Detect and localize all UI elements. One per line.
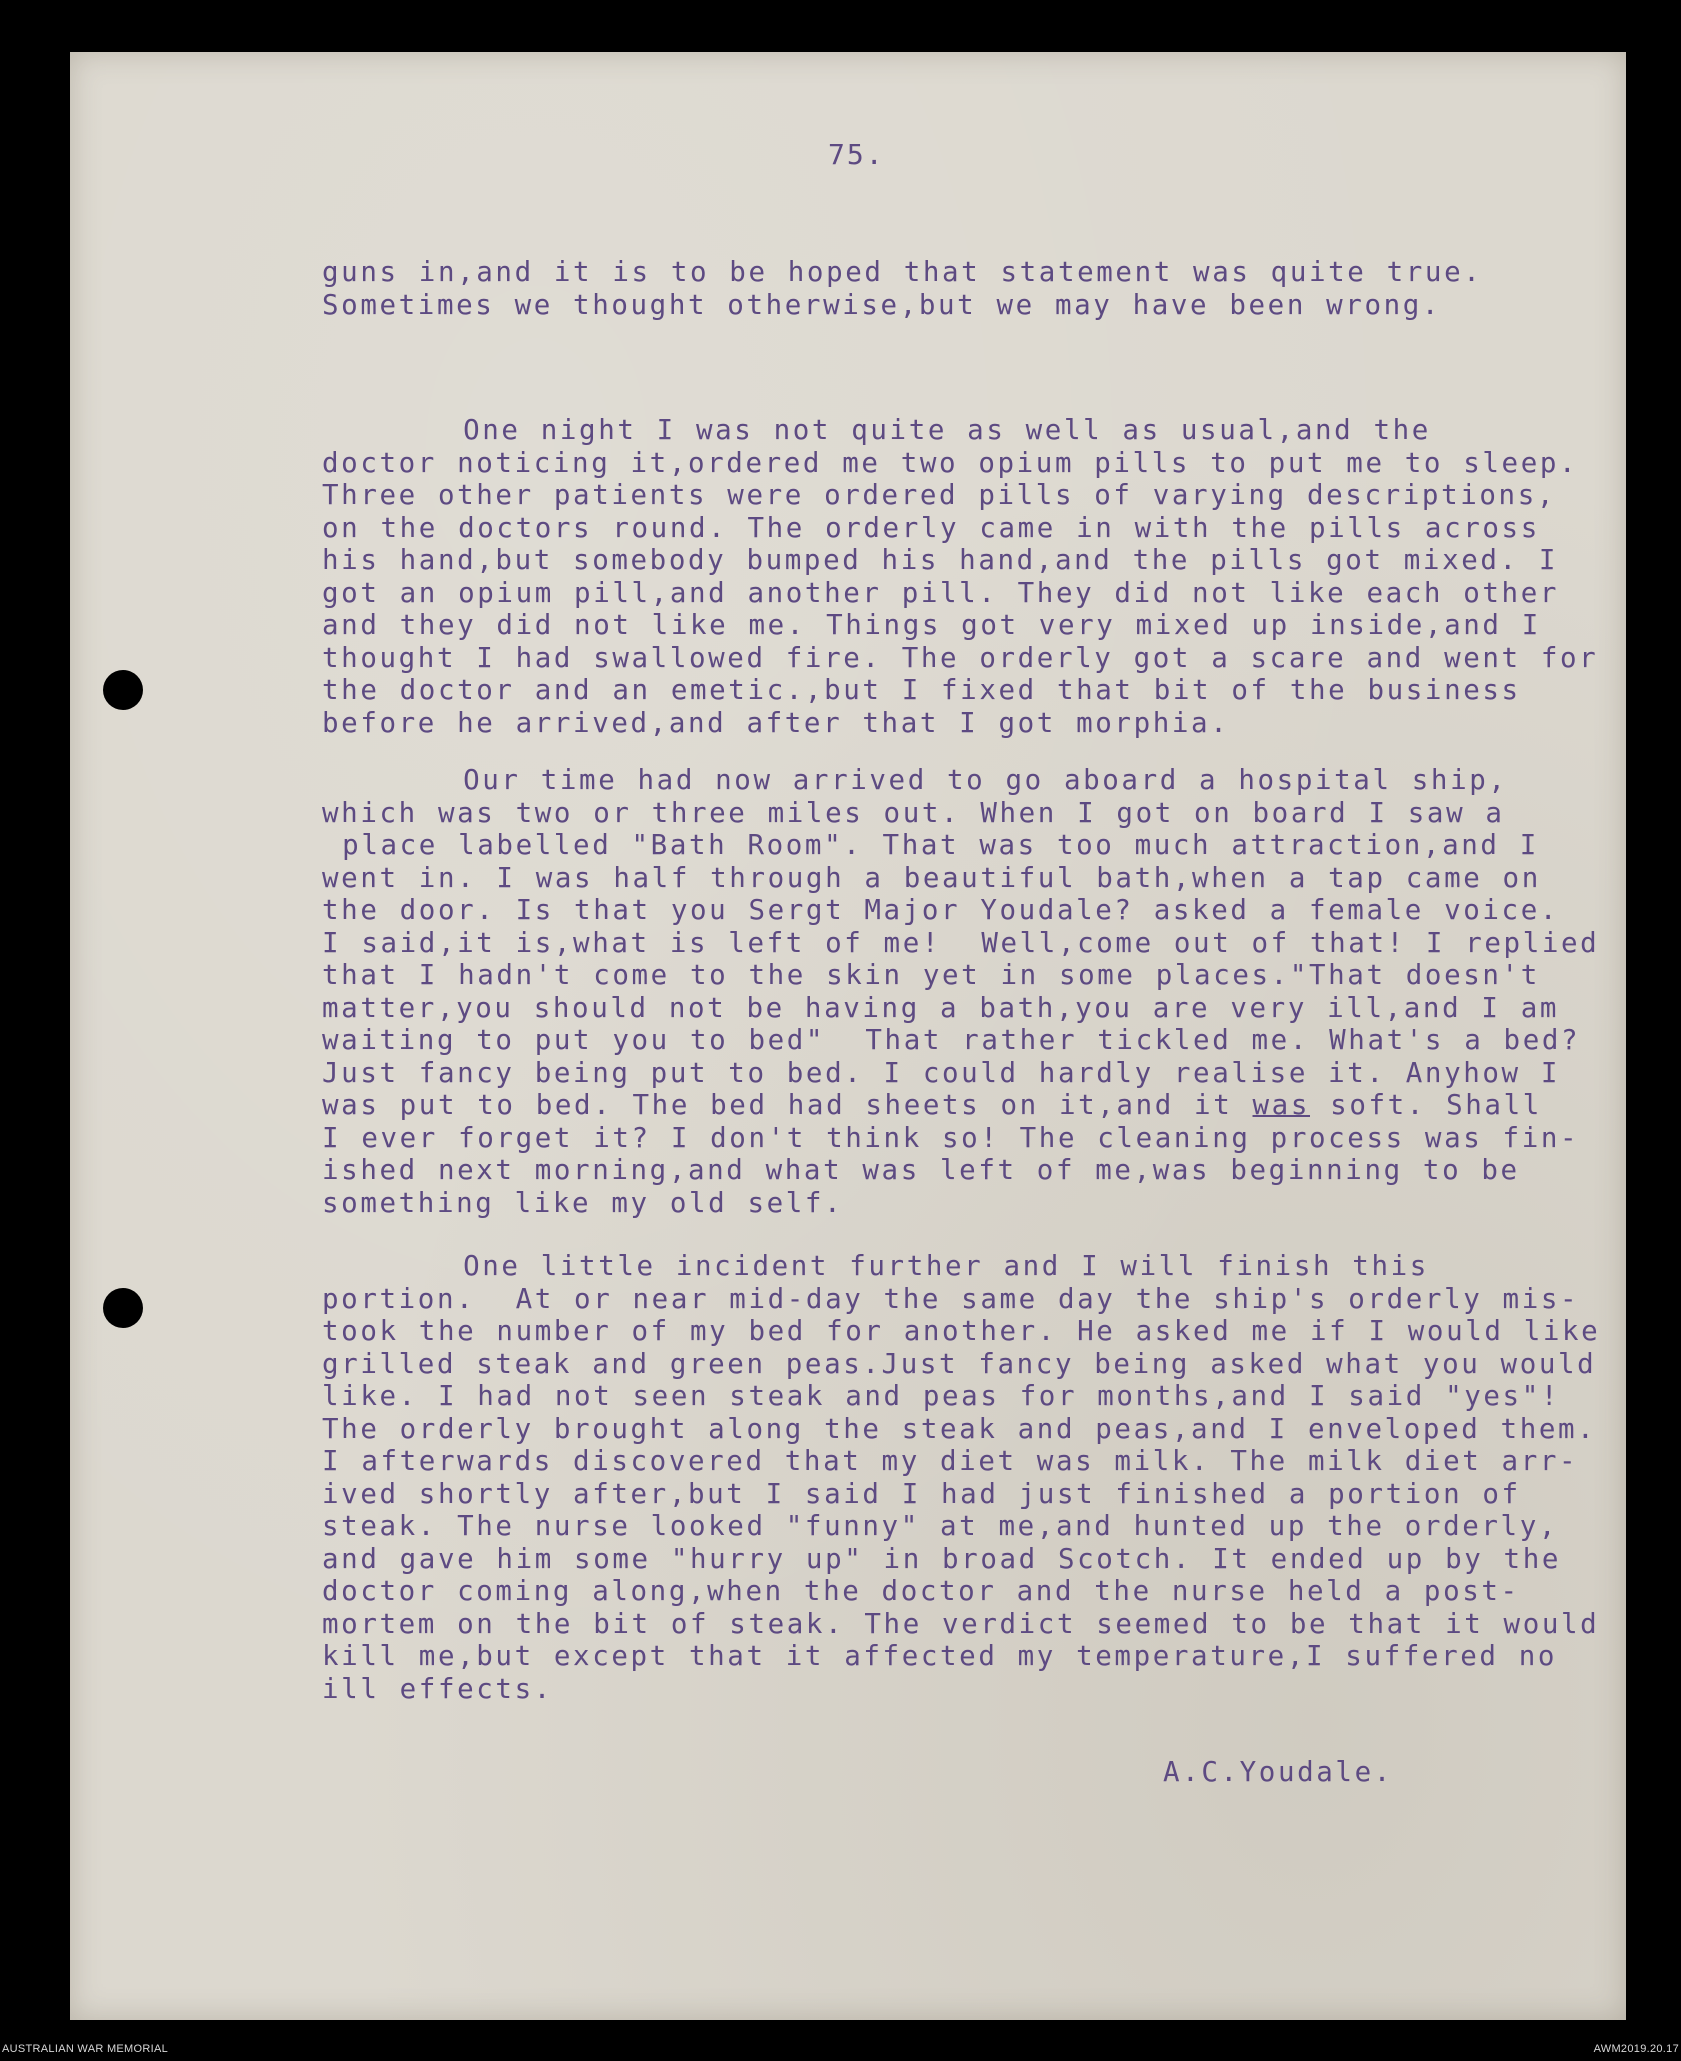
- text-line: waiting to put you to bed" That rather tickled me. What's a bed?: [322, 1024, 1581, 1056]
- text-line: and they did not like me. Things got very mixed up inside,and I: [322, 609, 1541, 641]
- text-line: I said,it is,what is left of me! Well,come out of that! I replied: [322, 926, 1600, 959]
- footer-accession-number: AWM2019.20.17: [1593, 2043, 1679, 2055]
- text-line: something like my old self.: [322, 1186, 844, 1219]
- text-line: One little incident further and I will finish this: [322, 1250, 1429, 1282]
- text-line: and gave him some "hurry up" in broad Scotch. It ended up by the: [322, 1542, 1562, 1575]
- text-line: Sometimes we thought otherwise,but we may have been wrong.: [322, 288, 1442, 321]
- text-line: the doctor and an emetic.,but I fixed that bit of the business: [322, 674, 1521, 706]
- text-line: thought I had swallowed fire. The orderly got a scare and went for: [322, 641, 1599, 674]
- text-line: doctor noticing it,ordered me two opium pills to put me to sleep.: [322, 446, 1579, 479]
- text-line: The orderly brought along the steak and peas,and I enveloped them.: [322, 1412, 1597, 1445]
- punch-hole-lower: [103, 1288, 143, 1328]
- text-line: Three other patients were ordered pills of varying descriptions,: [322, 479, 1557, 511]
- text-line: was put to bed. The bed had sheets on it,and it was soft. Shall: [322, 1089, 1542, 1121]
- text-line: guns in,and it is to be hoped that statement was quite true.: [322, 256, 1483, 288]
- text-line: I ever forget it? I don't think so! The cleaning process was fin-: [322, 1121, 1580, 1154]
- text-line: doctor coming along,when the doctor and the nurse held a post-: [322, 1575, 1520, 1607]
- underlined-word: was: [1252, 1089, 1310, 1121]
- text-line: went in. I was half through a beautiful bath,when a tap came on: [322, 861, 1541, 894]
- text-line: got an opium pill,and another pill. They did not like each other: [322, 576, 1560, 609]
- text-line: Our time had now arrived to go aboard a hospital ship,: [322, 764, 1508, 796]
- punch-hole-upper: [103, 670, 143, 710]
- text-line: ill effects.: [322, 1672, 553, 1705]
- text-line: grilled steak and green peas.Just fancy being asked what you would: [322, 1347, 1597, 1380]
- text-line: which was two or three miles out. When I got on board I saw a: [322, 796, 1505, 829]
- text-line: place labelled "Bath Room". That was too much attraction,and I: [322, 829, 1539, 861]
- text-line: his hand,but somebody bumped his hand,and the pills got mixed. I: [322, 544, 1559, 576]
- typed-page: [70, 52, 1626, 2020]
- text-line: took the number of my bed for another. He asked me if I would like: [322, 1315, 1601, 1347]
- text-line: ived shortly after,but I said I had just finished a portion of: [322, 1477, 1521, 1510]
- text-line: Just fancy being put to bed. I could hardly realise it. Anyhow I: [322, 1056, 1561, 1089]
- text-line: that I hadn't come to the skin yet in some places."That doesn't: [322, 959, 1540, 991]
- text-line: before he arrived,and after that I got morphia.: [322, 706, 1230, 739]
- text-line: One night I was not quite as well as usual,and the: [322, 414, 1431, 446]
- text-line: the door. Is that you Sergt Major Youdale? asked a female voice.: [322, 894, 1560, 926]
- signature: A.C.Youdale.: [1163, 1756, 1393, 1788]
- text-line: like. I had not seen steak and peas for months,and I said "yes"!: [322, 1380, 1561, 1412]
- text-line: ished next morning,and what was left of me,was beginning to be: [322, 1154, 1520, 1186]
- footer-archive-name: AUSTRALIAN WAR MEMORIAL: [2, 2043, 169, 2055]
- text-line: kill me,but except that it affected my temperature,I suffered no: [322, 1640, 1558, 1672]
- text-line: mortem on the bit of steak. The verdict seemed to be that it would: [322, 1607, 1600, 1640]
- page-number: 75.: [828, 138, 885, 171]
- text-line: matter,you should not be having a bath,you are very ill,and I am: [322, 991, 1560, 1024]
- text-line: steak. The nurse looked "funny" at me,and hunted up the orderly,: [322, 1510, 1559, 1542]
- text-line: on the doctors round. The orderly came in with the pills across: [322, 511, 1540, 544]
- text-line: I afterwards discovered that my diet was milk. The milk diet arr-: [322, 1445, 1579, 1477]
- text-line: portion. At or near mid-day the same day the ship's orderly mis-: [322, 1282, 1580, 1315]
